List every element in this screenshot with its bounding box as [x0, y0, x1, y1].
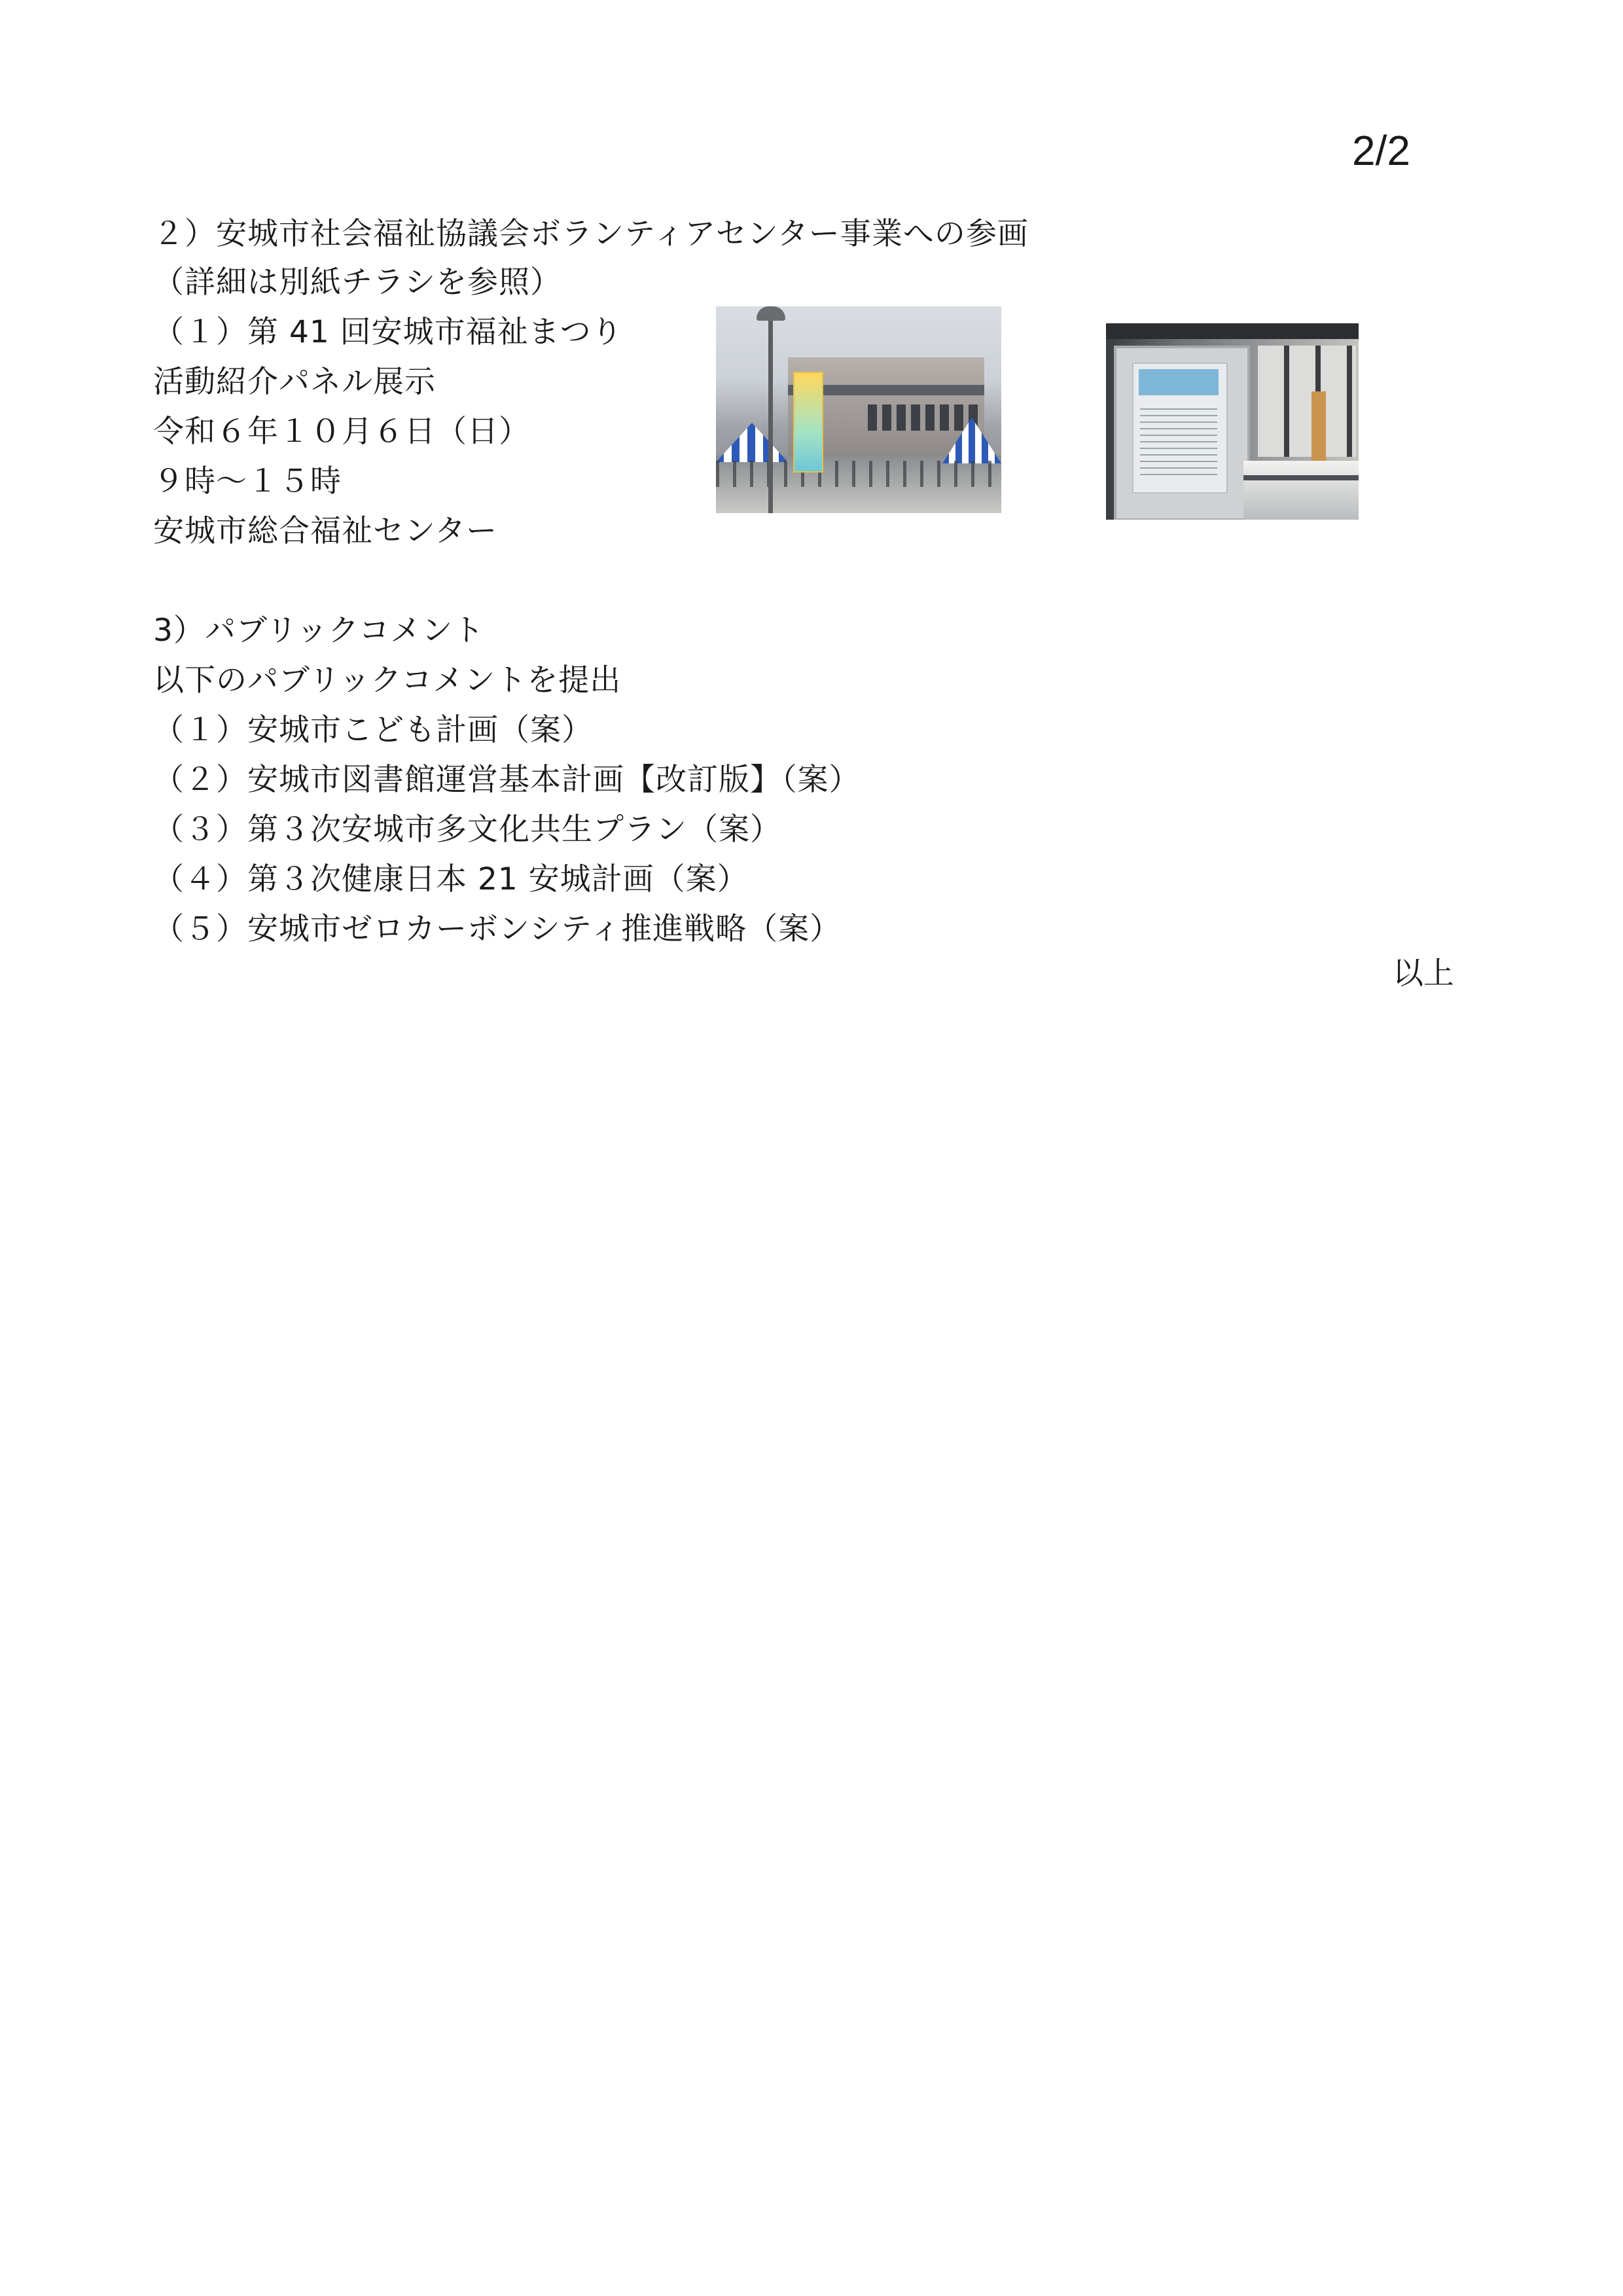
- festival-venue-photo: [716, 306, 1001, 513]
- page-number: 2/2: [1352, 127, 1410, 174]
- event-time: ９時～１５時: [153, 463, 342, 499]
- photo-banner: [793, 372, 823, 473]
- section3-heading: 3）パブリックコメント: [153, 613, 485, 649]
- event-activity: 活動紹介パネル展示: [153, 364, 436, 400]
- photo-table: [1243, 461, 1359, 520]
- public-comment-item: （２）安城市図書館運営基本計画【改訂版】（案）: [153, 762, 861, 798]
- event-venue: 安城市総合福祉センター: [153, 513, 498, 549]
- photo-tent-left: [716, 423, 788, 462]
- photo-crowd: [716, 461, 1001, 487]
- photo-window: [1258, 346, 1356, 457]
- closing-mark: 以上: [1393, 956, 1454, 992]
- photo-lamp: [757, 306, 785, 321]
- section2-note: （詳細は別紙チラシを参照）: [153, 264, 562, 300]
- public-comment-item: （３）第３次安城市多文化共生プラン（案）: [153, 812, 781, 848]
- photo-frame-top: [1106, 323, 1359, 339]
- event-title: （１）第 41 回安城市福祉まつり: [153, 314, 623, 350]
- event-date: 令和６年１０月６日（日）: [153, 414, 530, 450]
- photo-poster-text: [1140, 403, 1217, 475]
- photo-poster-header: [1139, 369, 1219, 395]
- public-comment-item: （１）安城市こども計画（案）: [153, 712, 593, 748]
- photo-lamp-pole: [768, 313, 773, 513]
- public-comment-item: （４）第３次健康日本 21 安城計画（案）: [153, 861, 749, 897]
- photo-rail: [1243, 475, 1359, 480]
- section2-heading: ２）安城市社会福祉協議会ボランティアセンター事業への参画: [153, 216, 1029, 252]
- public-comment-item: （５）安城市ゼロカーボンシティ推進戦略（案）: [153, 911, 842, 947]
- photo-building-windows: [868, 404, 983, 431]
- panel-display-photo: [1106, 323, 1359, 520]
- section3-intro: 以下のパブリックコメントを提出: [153, 662, 622, 698]
